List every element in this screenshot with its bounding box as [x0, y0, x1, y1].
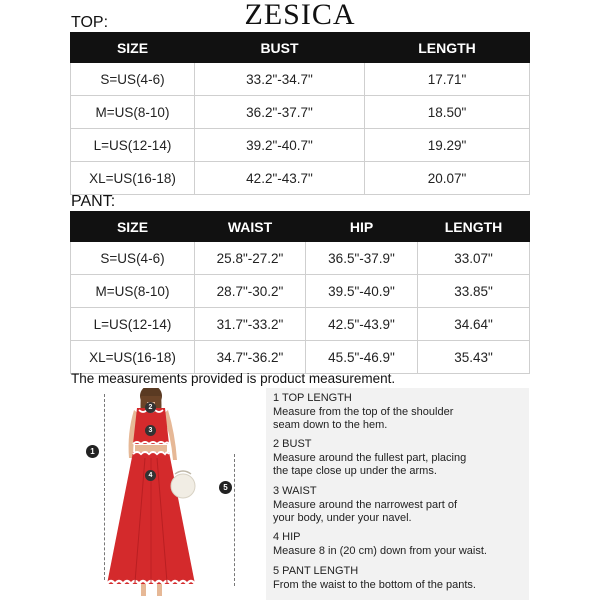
guide-title: 4 HIP	[273, 531, 301, 543]
top-size-table	[70, 32, 530, 195]
guide-title: 3 WAIST	[273, 485, 317, 497]
cell-size: XL=US(16-18)	[71, 341, 195, 374]
table-row	[71, 96, 530, 129]
cell-length: 19.29"	[365, 129, 530, 162]
header-length: LENGTH	[418, 212, 530, 242]
guide-text: your body, under your navel.	[273, 512, 412, 524]
cell-hip: 45.5"-46.9"	[306, 341, 418, 374]
cell-waist: 28.7"-30.2"	[195, 275, 306, 308]
guide-item-hip	[273, 531, 487, 558]
marker-4-icon: 4	[145, 470, 156, 481]
header-waist: WAIST	[195, 212, 306, 242]
table-header-row	[71, 33, 530, 63]
guide-text: the tape close up under the arms.	[273, 465, 437, 477]
header-hip: HIP	[306, 212, 418, 242]
guide-text: From the waist to the bottom of the pants.	[273, 578, 476, 591]
cell-bust: 33.2"-34.7"	[195, 63, 365, 96]
cell-length: 17.71"	[365, 63, 530, 96]
guide-text: seam down to the hem.	[273, 419, 388, 431]
header-length: LENGTH	[365, 33, 530, 63]
guide-text: Measure around the narrowest part of	[273, 498, 458, 511]
table-row	[71, 63, 530, 96]
guide-text: Measure 8 in (20 cm) down from your waist.	[273, 544, 487, 557]
model-illustration	[71, 388, 266, 600]
table-row	[71, 308, 530, 341]
top-section-label: TOP:	[71, 14, 109, 31]
product-photo	[71, 388, 266, 600]
measurement-guide-panel	[266, 388, 529, 600]
table-row	[71, 341, 530, 374]
cell-waist: 25.8"-27.2"	[195, 242, 306, 275]
brand-logo: ZESICA	[244, 0, 356, 31]
top-length-guide-line	[104, 394, 105, 580]
marker-1-icon: 1	[86, 445, 99, 458]
table-row	[71, 129, 530, 162]
marker-5-icon: 5	[219, 481, 232, 494]
marker-3-icon: 3	[145, 425, 156, 436]
cell-size: S=US(4-6)	[71, 63, 195, 96]
cell-waist: 31.7"-33.2"	[195, 308, 306, 341]
guide-title: 2 BUST	[273, 438, 312, 450]
guide-item-pant-length	[273, 565, 476, 592]
header-size: SIZE	[71, 212, 195, 242]
cell-size: M=US(8-10)	[71, 96, 195, 129]
table-header-row	[71, 212, 530, 242]
cell-bust: 42.2"-43.7"	[195, 162, 365, 195]
header-bust: BUST	[195, 33, 365, 63]
pant-size-table	[70, 211, 530, 374]
cell-bust: 36.2"-37.7"	[195, 96, 365, 129]
cell-size: M=US(8-10)	[71, 275, 195, 308]
guide-item-top-length	[273, 392, 453, 433]
cell-hip: 36.5"-37.9"	[306, 242, 418, 275]
marker-2-icon: 2	[145, 402, 156, 413]
table-row	[71, 242, 530, 275]
guide-text: Measure around the fullest part, placing	[273, 451, 467, 464]
guide-text: Measure from the top of the shoulder	[273, 405, 454, 418]
guide-item-bust	[273, 438, 466, 479]
table-row	[71, 275, 530, 308]
cell-bust: 39.2"-40.7"	[195, 129, 365, 162]
pant-length-guide-line	[234, 454, 235, 586]
cell-size: XL=US(16-18)	[71, 162, 195, 195]
cell-length: 35.43"	[418, 341, 530, 374]
pant-section-label: PANT:	[71, 193, 116, 210]
guide-title: 1 TOP LENGTH	[273, 392, 352, 404]
guide-item-waist	[273, 485, 457, 526]
cell-hip: 39.5"-40.9"	[306, 275, 418, 308]
cell-size: L=US(12-14)	[71, 129, 195, 162]
cell-size: L=US(12-14)	[71, 308, 195, 341]
cell-waist: 34.7"-36.2"	[195, 341, 306, 374]
guide-title: 5 PANT LENGTH	[273, 565, 359, 577]
header-size: SIZE	[71, 33, 195, 63]
cell-hip: 42.5"-43.9"	[306, 308, 418, 341]
cell-length: 20.07"	[365, 162, 530, 195]
cell-size: S=US(4-6)	[71, 242, 195, 275]
cell-length: 33.85"	[418, 275, 530, 308]
table-row	[71, 162, 530, 195]
cell-length: 34.64"	[418, 308, 530, 341]
cell-length: 33.07"	[418, 242, 530, 275]
cell-length: 18.50"	[365, 96, 530, 129]
measurement-note: The measurements provided is product measurement.	[71, 371, 396, 386]
